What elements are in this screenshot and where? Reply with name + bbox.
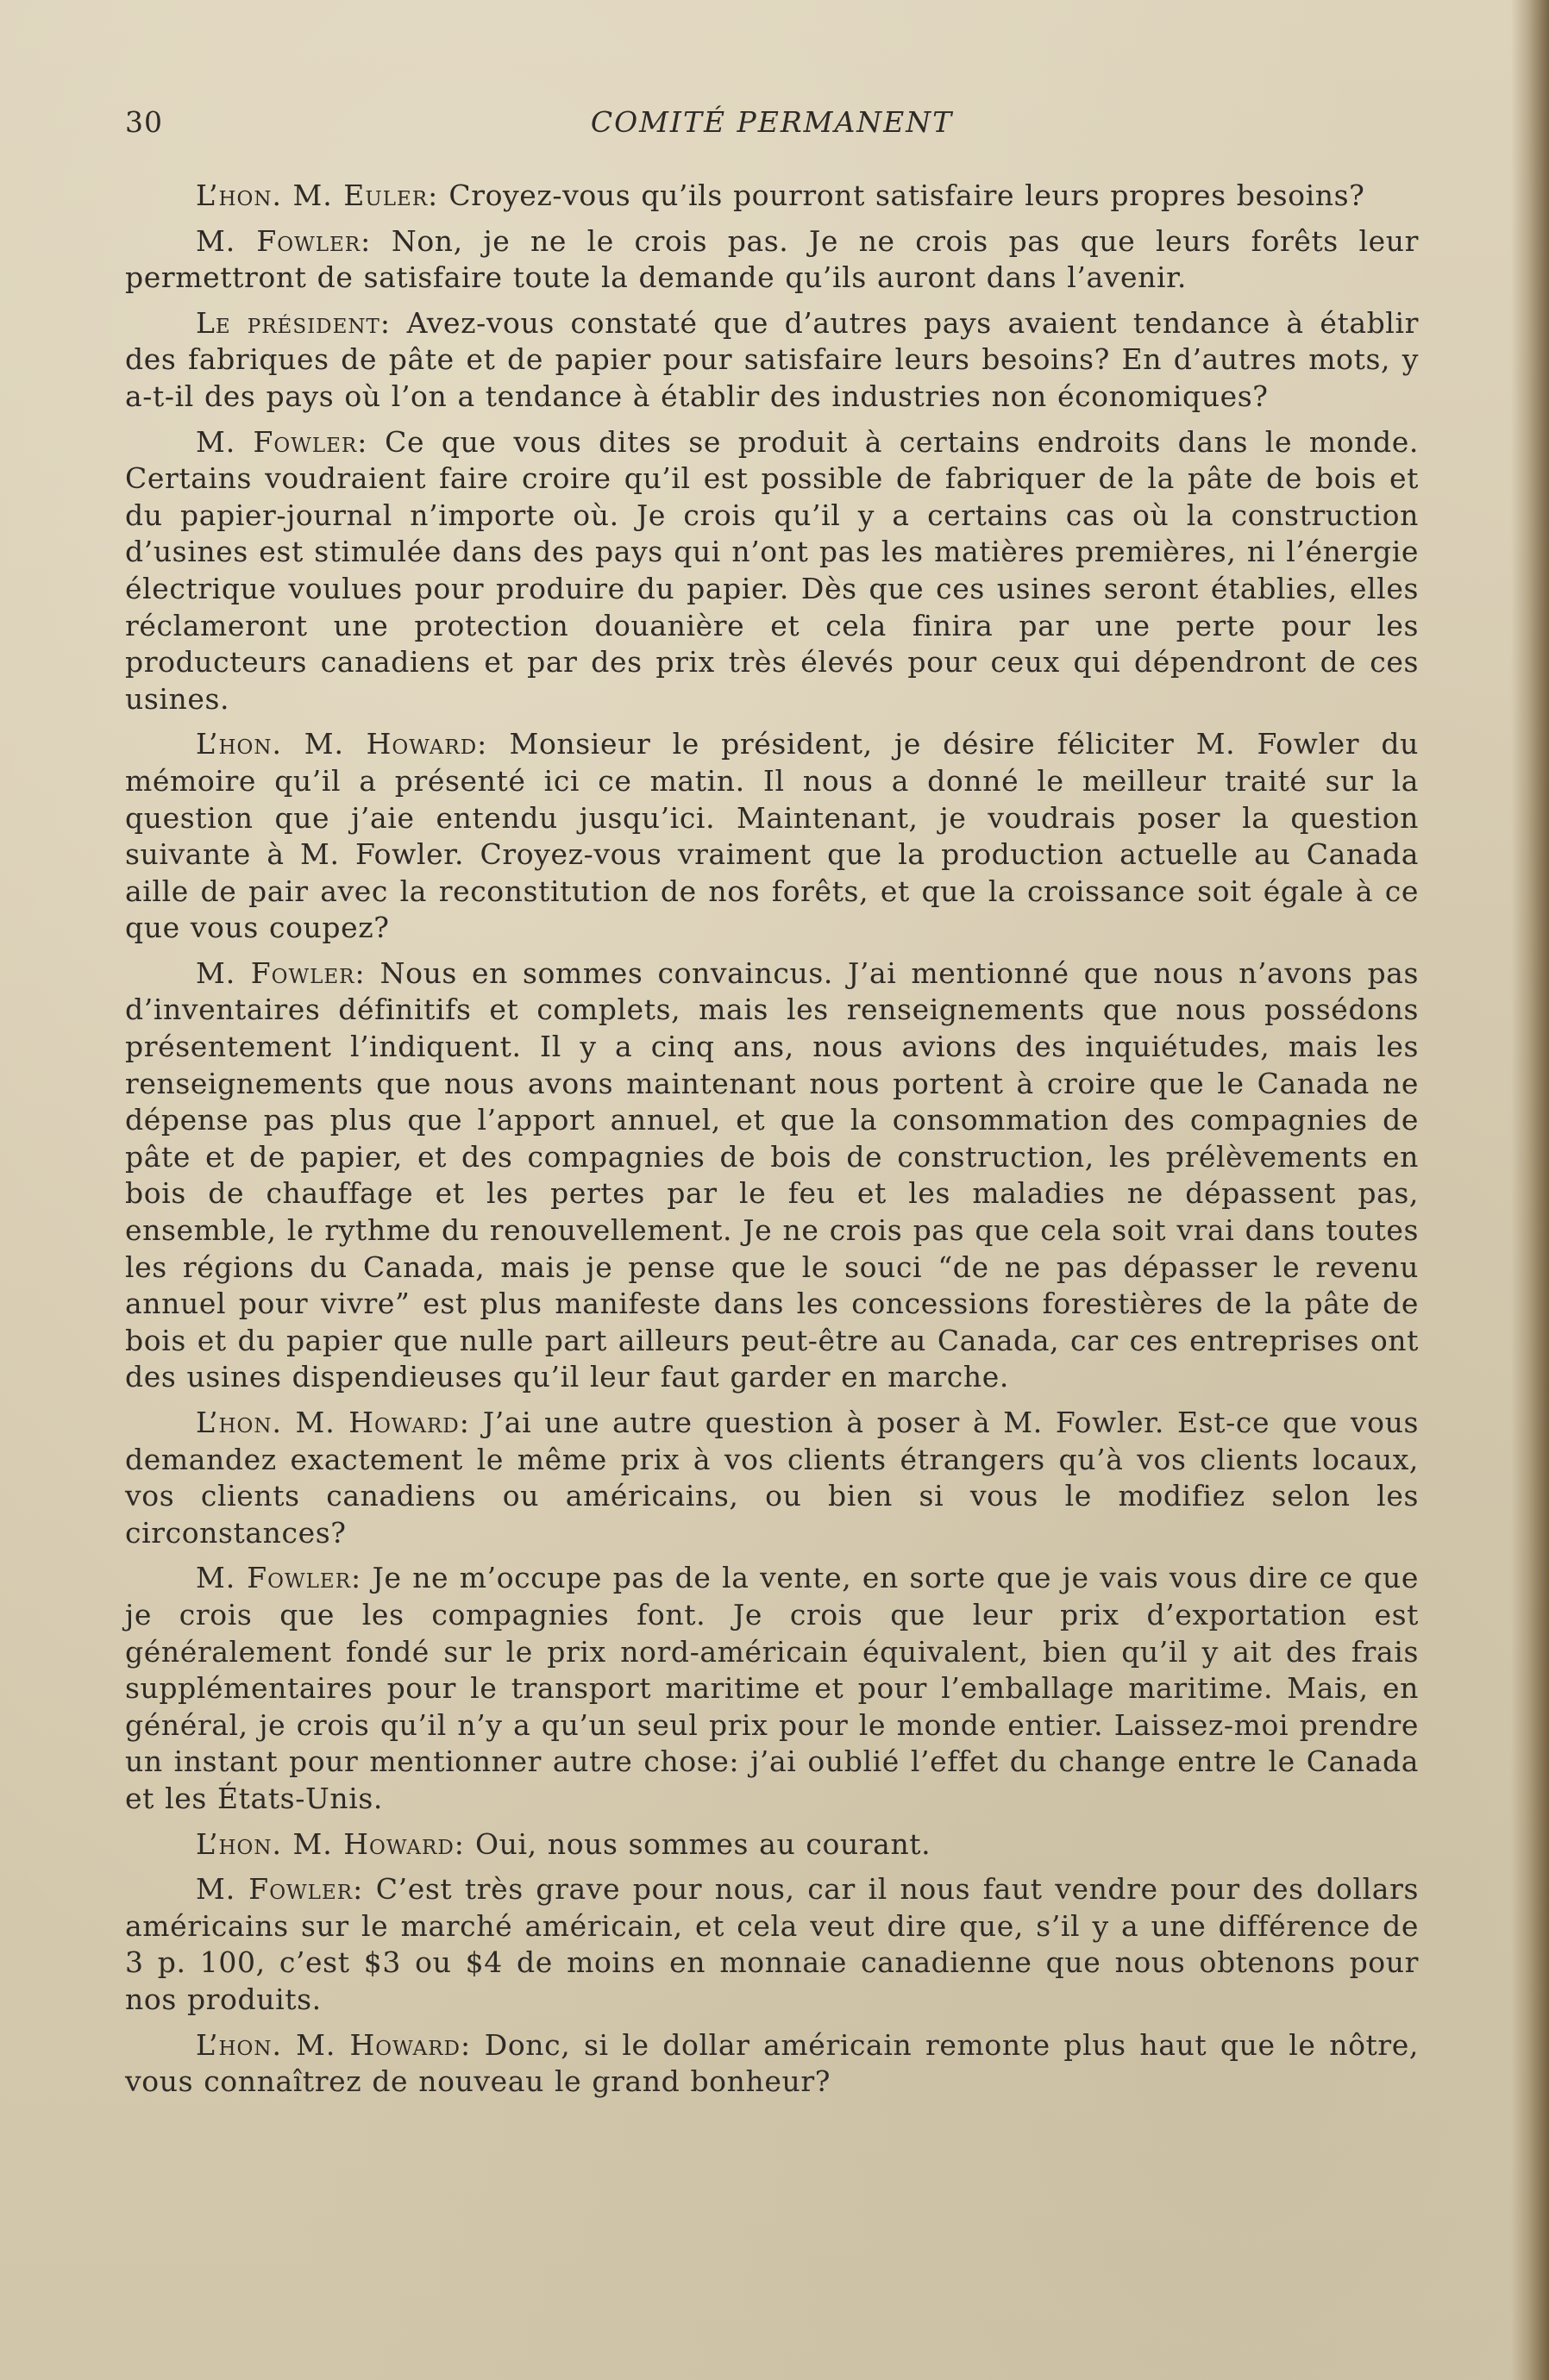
speaker-label: Le président: [196,305,391,340]
running-head [125,105,1419,148]
speaker-label: M. Fowler: [196,955,366,990]
speaker-label: L’hon. M. Howard: [196,1406,470,1439]
paragraph-text: Ce que vous dites se produit à certains endroits dans le monde. Certains voudraient faire croire qu’il est possible de fabriquer de la pâte de bois et du papier-journal n’importe où. Je crois qu’il y a certains cas où la construction d’usines est stimulée dans des pays qui n’ont pas les matières premières, ni l’énergie électrique voulues pour produire du papier. Dès que ces usines seront établies, elles réclameront une protection douanière et cela finira par une perte pour les producteurs canadiens et par des prix très élevés pour ceux qui dépendront de ces usines. [125,424,1419,716]
paragraph [125,1405,1419,1551]
speaker-label: L’hon. M. Howard: [196,1826,465,1861]
paragraph [125,726,1419,947]
speaker-label: M. Fowler: [196,223,372,258]
binding-edge-shadow [1511,0,1549,2380]
paragraph-text: Nous en sommes convaincus. J’ai mentionné que nous n’avons pas d’inventaires définitifs et complets, mais les renseignements que nous possédons présentement l’indiquent. Il y a cinq ans, nous avions des inquiétudes, mais les renseignements que nous avons maintenant nous portent à croire que le Canada ne dépense pas plus que l’apport annuel, et que la consommation des compagnies de pâte et de papier, et des compagnies de bois de construction, les prélèvements en bois de chauffage et les pertes par le feu et les maladies ne dépassent pas, ensemble, le rythme du renouvellement. Je ne crois pas que cela soit vrai dans toutes les régions du Canada, mais je pense que le souci “de ne pas dépasser le revenu annuel pour vivre” est plus manifeste dans les concessions forestières de la pâte de bois et du papier que nulle part ailleurs peut-être au Canada, car ces entreprises ont des usines dispendieuses qu’il leur faut garder en marche. [125,955,1419,1394]
paragraph-text: Croyez-vous qu’ils pourront satisfaire leurs propres besoins? [438,178,1365,212]
page-number: 30 [125,105,163,139]
paragraph [125,2027,1419,2101]
speaker-label: M. Fowler: [196,1561,362,1595]
paragraph [125,305,1419,416]
paragraph-text: Oui, nous sommes au courant. [464,1826,931,1861]
paragraph [125,424,1419,718]
transcript-body [125,178,1419,2109]
running-title: COMITÉ PERMANENT [590,105,954,139]
speaker-label: M. Fowler: [196,1872,364,1907]
paragraph-text: Monsieur le président, je désire féliciter M. Fowler du mémoire qu’il a présenté ici ce matin. Il nous a donné le meilleur traité sur la question que j’aie entendu jusqu’ici. Maintenant, je voudrais poser la question suivante à M. Fowler. Croyez-vous vraiment que la production actuelle au Canada aille de pair avec la reconstitution de nos forêts, et que la croissance soit égale à ce que vous coupez? [125,727,1419,945]
paragraph [125,955,1419,1396]
paragraph [125,1560,1419,1817]
paragraph-text: Non, je ne le crois pas. Je ne crois pas que leurs forêts leur permettront de satisfaire toute la demande qu’ils auront dans l’avenir. [125,223,1419,295]
paragraph [125,178,1419,215]
paragraph [125,1871,1419,2018]
paragraph [125,1826,1419,1863]
paragraph-text: Donc, si le dollar américain remonte plus haut que le nôtre, vous connaîtrez de nouveau le grand bonheur? [125,2027,1419,2099]
paragraph-text: Avez-vous constaté que d’autres pays avaient tendance à établir des fabriques de pâte et de papier pour satisfaire leurs besoins? En d’autres mots, y a-t-il des pays où l’on a tendance à établir des industries non économiques? [125,305,1419,413]
speaker-label: M. Fowler: [196,424,368,459]
speaker-label: L’hon. M. Euler: [196,178,439,212]
paragraph [125,223,1419,297]
paragraph-text: Je ne m’occupe pas de la vente, en sorte que je vais vous dire ce que je crois que les compagnies font. Je crois que leur prix d’exportation est généralement fondé sur le prix nord-américain équivalent, bien qu’il y ait des frais supplémentaires pour le transport maritime et pour l’emballage maritime. Mais, en général, je crois qu’il n’y a qu’un seul prix pour le monde entier. Laissez-moi prendre un instant pour mentionner autre chose: j’ai oublié l’effet du change entre le Canada et les États-Unis. [125,1561,1419,1815]
speaker-label: L’hon. M. Howard: [196,2027,472,2062]
paragraph-text: J’ai une autre question à poser à M. Fowler. Est-ce que vous demandez exactement le même prix à vos clients étrangers qu’à vos clients locaux, vos clients canadiens ou américains, ou bien si vous le modifiez selon les circonstances? [125,1406,1419,1550]
speaker-label: L’hon. M. Howard: [196,727,488,761]
paragraph-text: C’est très grave pour nous, car il nous faut vendre pour des dollars américains sur le marché américain, et cela veut dire que, s’il y a une différence de 3 p. 100, c’est $3 ou $4 de moins en monnaie canadienne que nous obtenons pour nos produits. [125,1872,1419,2016]
